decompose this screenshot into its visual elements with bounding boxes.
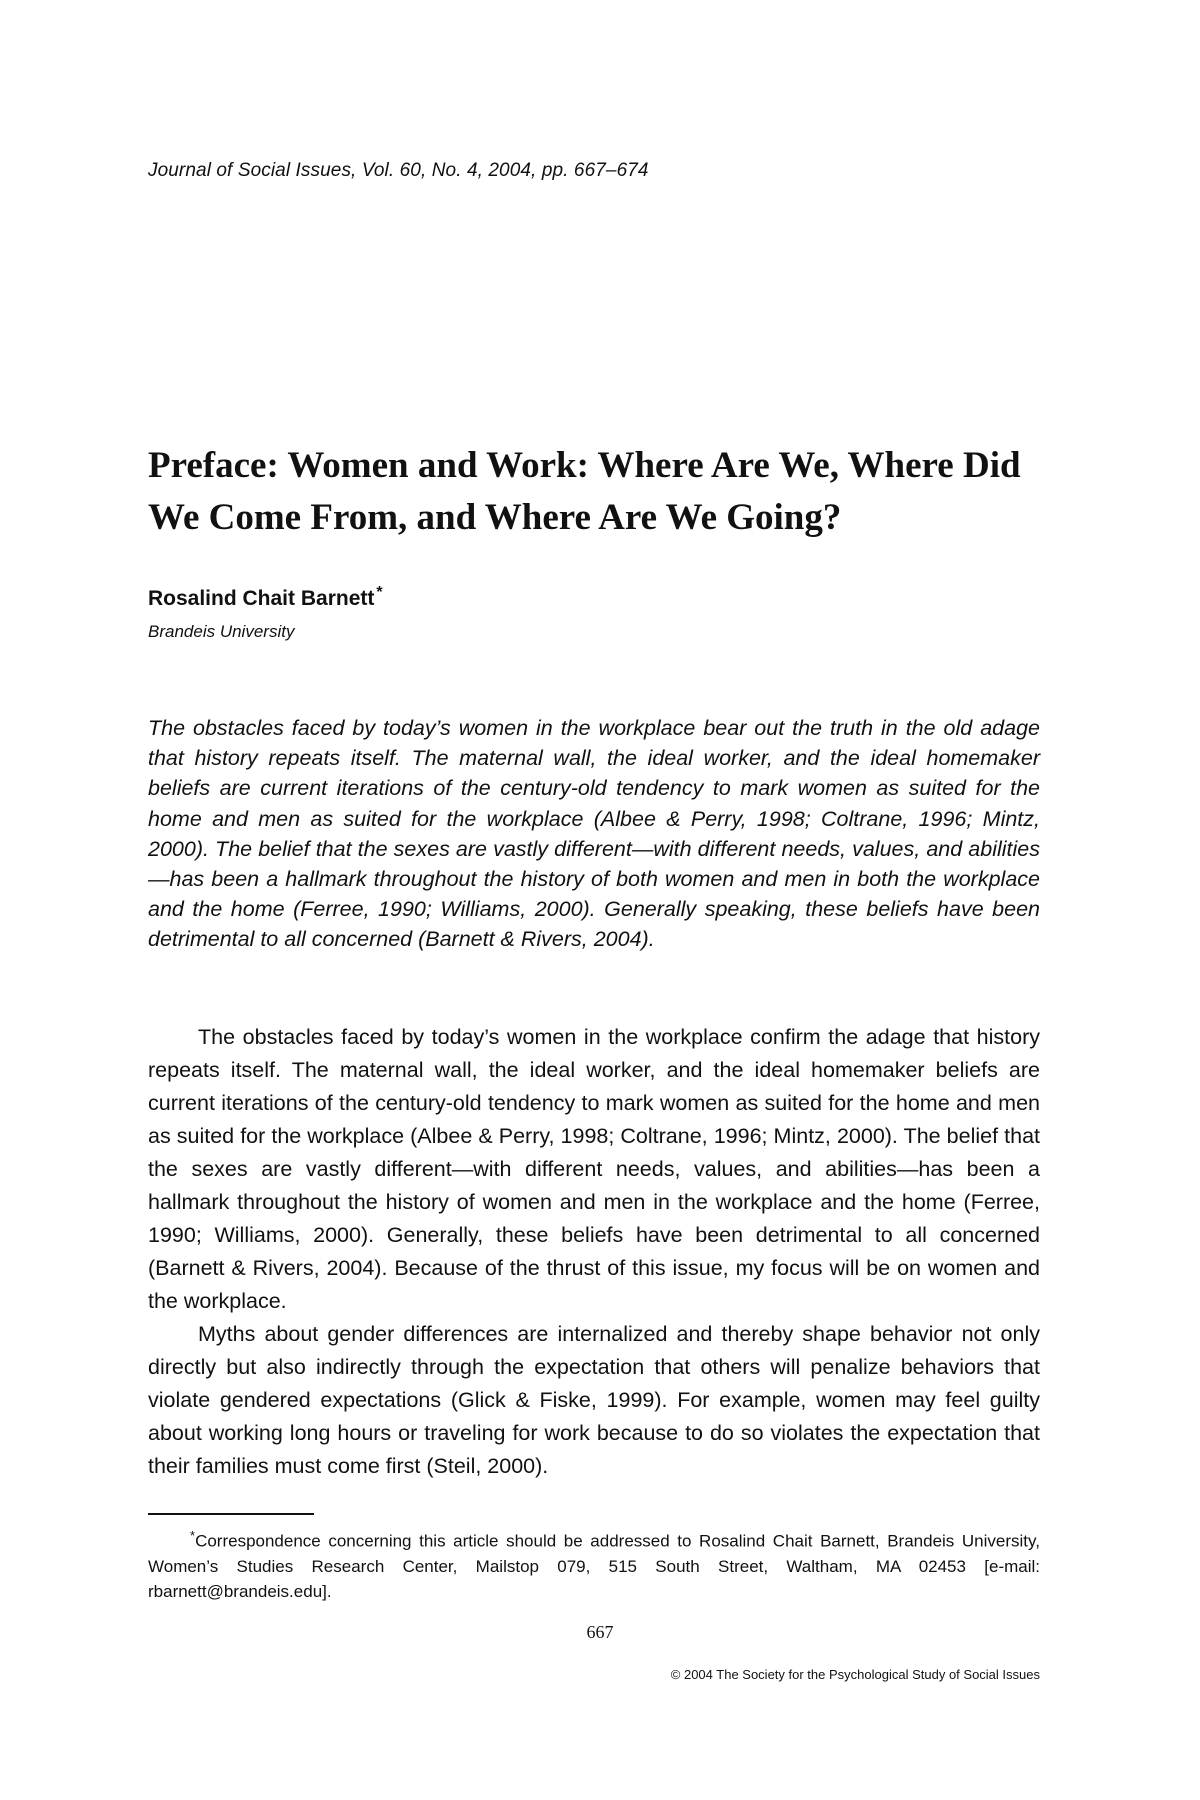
copyright-notice: © 2004 The Society for the Psychological Study of Social Issues <box>670 1667 1040 1682</box>
running-head: Journal of Social Issues, Vol. 60, No. 4, 2004, pp. 667–674 <box>148 160 649 181</box>
body-paragraph: The obstacles faced by today’s women in the workplace confirm the adage that history repeats itself. The maternal wall, the ideal worker, and the ideal homemaker beliefs are current iterations of the century-old tendency to mark women as suited for the home and men as suited for the workplace (Albee & Perry, 1998; Coltrane, 1996; Mintz, 2000). The belief that the sexes are vastly different—with different needs, values, and abilities—has been a hallmark throughout the history of women and men in the workplace and the home (Ferree, 1990; Williams, 2000). Generally, these beliefs have been detrimental to all concerned (Barnett & Rivers, 2004). Because of the thrust of this issue, my focus will be on women and the workplace. <box>148 1025 1040 1313</box>
author-line <box>148 584 383 611</box>
page-number: 667 <box>586 1622 614 1642</box>
author-affiliation: Brandeis University <box>148 622 295 641</box>
body-text <box>148 1021 1040 1483</box>
footnote-text: Correspondence concerning this article should be addressed to Rosalind Chait Barnett, Brandeis University, Women’s Studies Research Center, Mailstop 079, 515 South Street, Waltham, MA 02453 [e-mail: rbarnett@brandeis.edu]. <box>148 1531 1040 1601</box>
footnote-divider <box>148 1513 314 1515</box>
abstract: The obstacles faced by today’s women in the workplace bear out the truth in the old adage that history repeats itself. The maternal wall, the ideal worker, and the ideal homemaker beliefs are current iterations of the century-old tendency to mark women as suited for the home and men as suited for the workplace (Albee & Perry, 1998; Coltrane, 1996; Mintz, 2000). The belief that the sexes are vastly different—with different needs, values, and abilities—has been a hallmark throughout the history of both women and men in both the workplace and the home (Ferree, 1990; Williams, 2000). Generally speaking, these beliefs have been detrimental to all concerned (Barnett & Rivers, 2004). <box>148 716 1040 952</box>
author-name: Rosalind Chait Barnett <box>148 587 375 610</box>
body-paragraph: Myths about gender differences are internalized and thereby shape behavior not only directly but also indirectly through the expectation that others will penalize behaviors that violate gendered expectations (Glick & Fiske, 1999). For example, women may feel guilty about working long hours or traveling for work because to do so violates the expectation that their families must come first (Steil, 2000). <box>148 1322 1040 1478</box>
article-title: Preface: Women and Work: Where Are We, Where Did We Come From, and Where Are We Going? <box>148 445 1021 538</box>
footnote-mark: * <box>190 1528 196 1543</box>
correspondence-footnote <box>148 1523 1040 1604</box>
author-footnote-mark[interactable]: * <box>376 584 383 601</box>
